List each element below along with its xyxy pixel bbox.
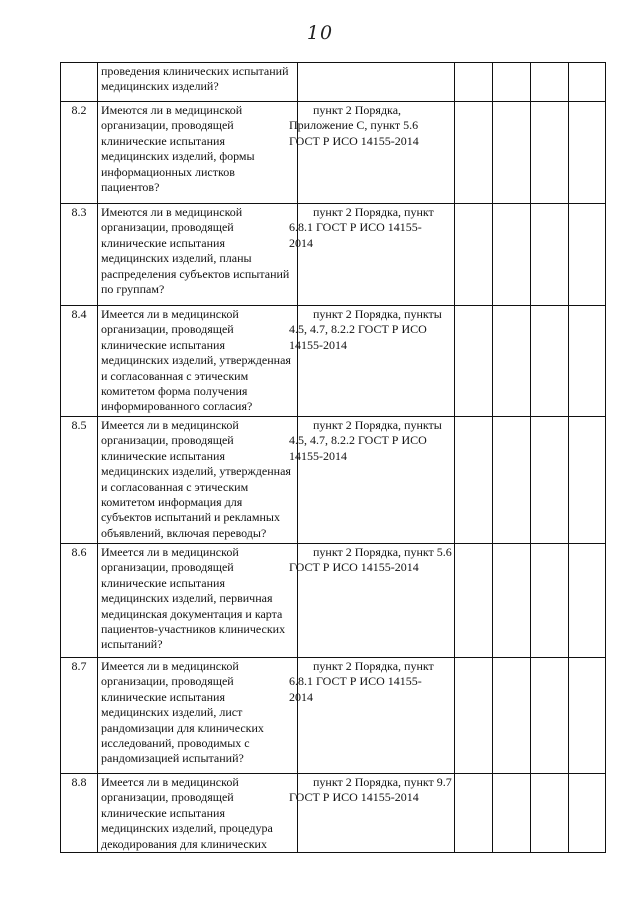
question-line: распределения субъектов испытаний [101,266,290,281]
answer-na-cell[interactable] [531,544,569,658]
question-line: организации, проводящей [101,118,234,133]
reference-line: 4.5, 4.7, 8.2.2 ГОСТ Р ИСО [289,322,427,337]
answer-yes-cell[interactable] [455,63,493,102]
question-line: медицинских изделий, процедура [101,821,273,836]
answer-no-cell[interactable] [493,658,531,774]
question-line: информированного согласия? [101,399,253,414]
question-cell [98,63,298,102]
item-number-cell: 8.3 [61,204,98,306]
question-line: клинические испытания [101,235,225,250]
reference-cell [298,63,455,102]
reference-line: пункт 2 Порядка, пункт [313,659,434,673]
reference-cell [289,774,455,853]
question-line: по группам? [101,282,165,297]
answer-yes-cell[interactable] [455,658,493,774]
question-line: клинические испытания [101,575,225,590]
reference-line: 14155-2014 [289,448,347,463]
question-line: и согласованная с этическим [101,368,249,383]
item-number-cell [61,63,98,102]
question-line: клинические испытания [101,448,225,463]
question-line: испытаний? [101,637,163,652]
table-row [61,658,606,774]
question-line: пациентов? [101,180,160,195]
question-line: Имеется ли в медицинской [101,659,239,673]
reference-line: ГОСТ Р ИСО 14155-2014 [289,133,419,148]
question-line: Имеется ли в медицинской [101,775,239,789]
question-line: объявлений, включая переводы? [101,525,267,540]
table-row [61,204,606,306]
notes-cell[interactable] [569,544,606,658]
question-cell [98,774,298,853]
reference-line: 2014 [289,235,313,250]
item-number-cell: 8.7 [61,658,98,774]
question-line: Имеется ли в медицинской [101,307,239,321]
reference-line: 6.8.1 ГОСТ Р ИСО 14155- [289,674,422,689]
question-cell [98,658,298,774]
question-line: комитетом форма получения [101,384,248,399]
question-line: клинические испытания [101,805,225,820]
question-line: комитетом информация для [101,495,243,510]
answer-no-cell[interactable] [493,306,531,417]
page-number: 10 [306,22,334,44]
reference-line: пункт 2 Порядка, пункт 5.6 [313,545,452,559]
question-line: клинические испытания [101,133,225,148]
reference-line: 4.5, 4.7, 8.2.2 ГОСТ Р ИСО [289,433,427,448]
reference-line: 14155-2014 [289,337,347,352]
question-line: пациентов-участников клинических [101,622,286,637]
table-row [61,63,606,102]
table-row [61,544,606,658]
answer-na-cell[interactable] [531,774,569,853]
question-cell [98,417,298,544]
reference-line: пункт 2 Порядка, пункты [313,418,442,432]
question-cell [98,204,298,306]
question-line: Имеется ли в медицинской [101,418,239,432]
reference-cell [289,417,455,544]
answer-na-cell[interactable] [531,658,569,774]
reference-cell [289,544,455,658]
item-number-cell: 8.8 [61,774,98,853]
notes-cell[interactable] [569,204,606,306]
notes-cell[interactable] [569,63,606,102]
item-number-cell: 8.6 [61,544,98,658]
notes-cell[interactable] [569,102,606,204]
question-line: Имеются ли в медицинской [101,103,243,117]
answer-yes-cell[interactable] [455,774,493,853]
answer-no-cell[interactable] [493,63,531,102]
answer-no-cell[interactable] [493,204,531,306]
answer-yes-cell[interactable] [455,102,493,204]
question-line: медицинских изделий, первичная [101,591,273,606]
question-line: медицинских изделий, утвержденная [101,353,291,368]
reference-line: 6.8.1 ГОСТ Р ИСО 14155- [289,220,422,235]
answer-yes-cell[interactable] [455,204,493,306]
question-cell [98,544,298,658]
answer-no-cell[interactable] [493,417,531,544]
question-line: декодирования для клинических [101,836,267,851]
reference-cell [289,102,455,204]
question-line: проведения клинических испытаний [101,64,289,78]
reference-line: пункт 2 Порядка, [313,103,402,117]
notes-cell[interactable] [569,417,606,544]
question-line: информационных листков [101,164,235,179]
answer-yes-cell[interactable] [455,306,493,417]
answer-na-cell[interactable] [531,417,569,544]
checklist-table-body [61,63,606,853]
answer-na-cell[interactable] [531,102,569,204]
table-row [61,102,606,204]
question-line: медицинских изделий, утвержденная [101,464,291,479]
question-line: медицинская документация и карта [101,606,283,621]
question-line: организации, проводящей [101,674,234,689]
question-line: организации, проводящей [101,220,234,235]
answer-no-cell[interactable] [493,102,531,204]
question-cell [98,102,298,204]
question-line: клинические испытания [101,689,225,704]
question-line: Имеются ли в медицинской [101,205,243,219]
question-line: медицинских изделий, формы [101,149,255,164]
reference-cell [289,306,455,417]
question-line: субъектов испытаний и рекламных [101,510,280,525]
answer-yes-cell[interactable] [455,417,493,544]
answer-no-cell[interactable] [493,774,531,853]
question-line: организации, проводящей [101,560,234,575]
notes-cell[interactable] [569,774,606,853]
question-line: медицинских изделий, лист [101,705,243,720]
question-line: организации, проводящей [101,322,234,337]
item-number-cell: 8.5 [61,417,98,544]
answer-na-cell[interactable] [531,204,569,306]
question-line: и согласованная с этическим [101,479,249,494]
question-cell [98,306,298,417]
notes-cell[interactable] [569,306,606,417]
question-line: клинические испытания [101,337,225,352]
reference-line: ГОСТ Р ИСО 14155-2014 [289,790,419,805]
table-row [61,774,606,853]
answer-na-cell[interactable] [531,306,569,417]
reference-cell [289,658,455,774]
question-line: рандомизацией испытаний? [101,751,244,766]
item-number-cell: 8.2 [61,102,98,204]
answer-na-cell[interactable] [531,63,569,102]
question-line: Имеется ли в медицинской [101,545,239,559]
item-number-cell: 8.4 [61,306,98,417]
table-row [61,417,606,544]
question-line: организации, проводящей [101,433,234,448]
question-line: медицинских изделий? [101,79,219,94]
question-line: исследований, проводимых с [101,736,250,751]
answer-yes-cell[interactable] [455,544,493,658]
reference-line: 2014 [289,689,313,704]
reference-line: пункт 2 Порядка, пункт 9.7 [313,775,452,789]
question-line: рандомизации для клинических [101,720,264,735]
question-line: медицинских изделий, планы [101,251,252,266]
answer-no-cell[interactable] [493,544,531,658]
reference-cell [289,204,455,306]
reference-line: Приложение С, пункт 5.6 [289,118,419,133]
table-row [61,306,606,417]
question-line: организации, проводящей [101,790,234,805]
notes-cell[interactable] [569,658,606,774]
reference-line: ГОСТ Р ИСО 14155-2014 [289,560,419,575]
reference-line: пункт 2 Порядка, пункт [313,205,434,219]
checklist-table [60,62,606,853]
reference-line: пункт 2 Порядка, пункты [313,307,442,321]
